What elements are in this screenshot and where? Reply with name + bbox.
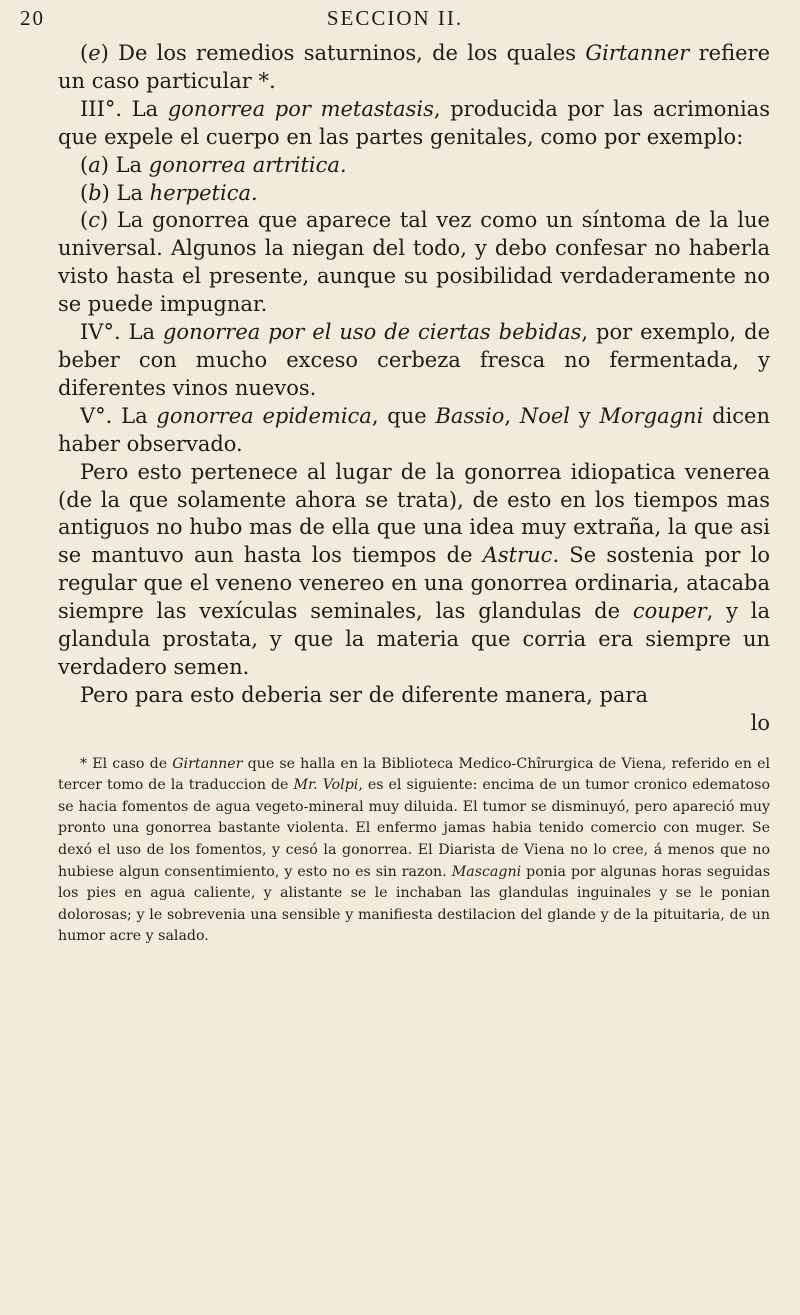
text-run: ( [80,208,89,233]
text-run: * El caso de [80,755,173,772]
page-content [20,6,771,948]
italic-run: Bassio [435,403,505,428]
text-run: , y la glandula prostata, y que la materia que corria era siempre un verdadero semen. [58,599,770,679]
footnote [58,754,770,948]
italic-run: herpetica. [149,180,258,205]
italic-run: a [88,152,101,177]
italic-run: gonorrea epidemica [156,403,372,428]
italic-run: Mascagni [451,863,522,880]
text-run: IV°. La [80,320,163,345]
text-run: dicen haber observado. [58,403,770,456]
text-run: ( [80,41,89,65]
paragraph-v [58,403,770,459]
italic-run: gonorrea por metastasis [167,96,434,121]
text-run: , es el siguiente: encima de un tumor cronico edematoso se hacia fomentos de agua vegeto-mineral muy diluida. El tumor se disminuyó, pero apareció muy pronto una gonorrea bastante violenta. El enfermo jamas habia tenido comercio con muger. Se dexó el uso de los fomentos, y cesó la gonorrea. El Diarista de Viena no lo cree, á menos que no hubiese algun consentimiento, y esto no es sin razon. [58,777,770,880]
paragraph-iv [58,319,770,403]
paragraph-iii [58,96,770,152]
italic-run: Noel [519,403,571,428]
text-run: ponia por algunas horas seguidas los pies en agua caliente, y alistante se le inchaban las glandulas inguinales y se le ponian dolorosas; y le sobrevenia una sensible y manifiesta destilacion del glande y de la pituitaria, de un humor acre y salado. [58,863,770,945]
paragraph-c [58,207,770,319]
text-run: , que [371,403,436,428]
paragraph-a [58,152,770,180]
paragraph-pero-2 [58,682,770,710]
text-run: ) La [100,152,149,177]
text-run: ) De los remedios saturninos, de los quales [100,41,586,65]
text-run: V°. La [80,403,157,428]
running-header [20,6,770,40]
text-run: III°. La [80,96,168,121]
italic-run: b [88,180,102,205]
paragraph-b [58,180,770,208]
italic-run: gonorrea por el uso de ciertas bebidas [162,320,582,345]
italic-run: gonorrea artritica. [148,152,347,177]
text-run: refiere un caso particular *. [58,41,770,93]
italic-run: couper [632,599,707,624]
italic-run: Girtanner [585,41,690,65]
text-run: y [570,403,600,428]
text-run: ( [80,180,89,205]
italic-run: Astruc [482,543,553,568]
italic-run: e [88,41,101,65]
section-title: SECCION II. [326,6,464,30]
paragraph-e [58,40,770,96]
text-run: ( [80,152,89,177]
text-run: . Se sostenia por lo regular que el veneno venereo en una gonorrea ordinaria, atacaba siempre las vexículas seminales, las glandulas de [58,543,771,624]
paragraph-pero-1 [58,459,770,682]
text-run: ) La [101,180,150,205]
footnote-text [58,754,770,948]
italic-run: Morgagni [599,403,704,428]
main-text [58,40,770,738]
italic-run: Mr. Volpi [293,777,359,794]
catchword: lo [750,710,770,735]
text-run: , producida por las acrimonias que expele el cuerpo en las partes genitales, como por exemplo: [58,96,770,149]
page-number: 20 [20,6,45,30]
text-run: Pero para esto deberia ser de diferente manera, para [80,682,648,707]
italic-run: c [88,208,100,233]
text-run: ) La gonorrea que aparece tal vez como un síntoma de la lue universal. Algunos la niegan del todo, y debo confesar no haberla visto hasta el presente, aunque su posibilidad verdaderamente no se puede impugnar. [58,208,770,317]
italic-run: Girtanner [172,755,243,772]
text-run: , [504,403,520,428]
text-run: , por exemplo, de beber con mucho exceso cerbeza fresca no fermentada, y diferentes vinos nuevos. [58,320,770,400]
text-run: Pero esto pertenece al lugar de la gonorrea idiopatica venerea (de la que solamente ahora se trata), de esto en los tiempos mas antiguos no hubo mas de ella que una idea muy extraña, la que asi se mantuvo aun hasta los tiempos de [58,459,770,568]
text-run: que se halla en la Biblioteca Medico-Chîrurgica de Viena, referido en el tercer tomo de la traduccion de [58,755,770,794]
